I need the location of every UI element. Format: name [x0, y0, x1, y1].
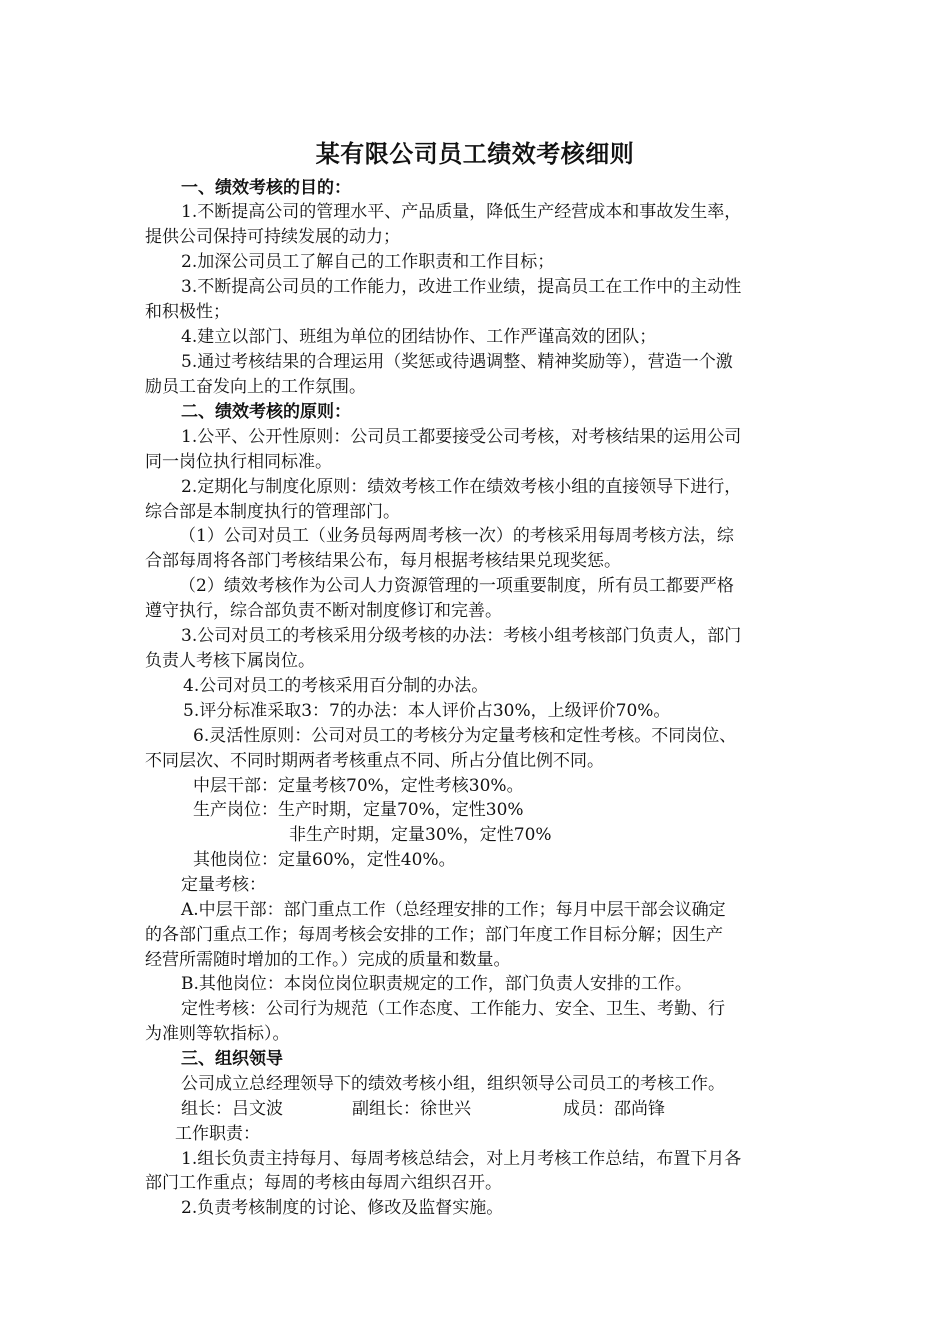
- paragraph-line: 4.公司对员工的考核采用百分制的办法。: [183, 676, 489, 696]
- paragraph-line: 综合部是本制度执行的管理部门。: [145, 502, 400, 522]
- paragraph-line: 为准则等软指标）。: [145, 1024, 290, 1044]
- paragraph-line: 1.不断提高公司的管理水平、产品质量，降低生产经营成本和事故发生率，: [181, 202, 742, 222]
- ratio-line-non-production: 非生产时期，定量30%，定性70%: [289, 825, 552, 845]
- paragraph-line: 2.加深公司员工了解自己的工作职责和工作目标；: [181, 252, 555, 272]
- paragraph-line: 部门工作重点；每周的考核由每周六组织召开。: [145, 1173, 502, 1193]
- team-member: 成员：邵尚锋: [563, 1099, 665, 1119]
- paragraph-line: B.其他岗位：本岗位岗位职责规定的工作，部门负责人安排的工作。: [181, 974, 692, 994]
- paragraph-line: （2）绩效考核作为公司人力资源管理的一项重要制度，所有员工都要严格: [179, 576, 734, 596]
- section-heading-principles: 二、绩效考核的原则：: [181, 402, 351, 422]
- document-title: 某有限公司员工绩效考核细则: [315, 140, 635, 168]
- paragraph-line: 2.负责考核制度的讨论、修改及监督实施。: [181, 1198, 504, 1218]
- paragraph-line: 经营所需随时增加的工作。）完成的质量和数量。: [145, 950, 511, 970]
- team-deputy-leader: 副组长：徐世兴: [352, 1099, 471, 1119]
- paragraph-line: 提供公司保持可持续发展的动力；: [145, 227, 400, 247]
- ratio-line-production: 生产岗位：生产时期，定量70%，定性30%: [193, 800, 524, 820]
- paragraph-line: 5.评分标准采取3：7的办法：本人评价占30%，上级评价70%。: [183, 701, 671, 721]
- paragraph-line: 6.灵活性原则：公司对员工的考核分为定量考核和定性考核。不同岗位、: [193, 726, 737, 746]
- paragraph-line: 2.定期化与制度化原则：绩效考核工作在绩效考核小组的直接领导下进行，: [181, 477, 742, 497]
- paragraph-line: 4.建立以部门、班组为单位的团结协作、工作严谨高效的团队；: [181, 327, 657, 347]
- paragraph-line: 3.不断提高公司员的工作能力，改进工作业绩，提高员工在工作中的主动性: [181, 277, 742, 297]
- paragraph-line: 定量考核：: [181, 875, 266, 895]
- ratio-line-other-posts: 其他岗位：定量60%，定性40%。: [193, 850, 456, 870]
- ratio-line-middle-managers: 中层干部：定量考核70%，定性考核30%。: [193, 776, 524, 796]
- paragraph-line: 定性考核：公司行为规范（工作态度、工作能力、安全、卫生、考勤、行: [181, 999, 725, 1019]
- paragraph-line: 5.通过考核结果的合理运用（奖惩或待遇调整、精神奖励等），营造一个激: [181, 352, 733, 372]
- paragraph-line: 遵守执行，综合部负责不断对制度修订和完善。: [145, 601, 502, 621]
- paragraph-line: 工作职责：: [175, 1124, 260, 1144]
- paragraph-line: 励员工奋发向上的工作氛围。: [145, 377, 366, 397]
- section-heading-organization: 三、组织领导: [181, 1049, 283, 1069]
- team-leader: 组长：吕文波: [181, 1099, 283, 1119]
- paragraph-line: 的各部门重点工作；每周考核会安排的工作；部门年度工作目标分解；因生产: [145, 925, 723, 945]
- paragraph-line: 3.公司对员工的考核采用分级考核的办法：考核小组考核部门负责人，部门: [181, 626, 742, 646]
- paragraph-line: A.中层干部：部门重点工作（总经理安排的工作；每月中层干部会议确定: [181, 900, 726, 920]
- paragraph-line: 合部每周将各部门考核结果公布，每月根据考核结果兑现奖惩。: [145, 551, 621, 571]
- paragraph-line: 1.组长负责主持每月、每周考核总结会，对上月考核工作总结，布置下月各: [181, 1149, 742, 1169]
- paragraph-line: 负责人考核下属岗位。: [145, 651, 315, 671]
- section-heading-purpose: 一、绩效考核的目的：: [181, 178, 351, 198]
- paragraph-line: 1.公平、公开性原则：公司员工都要接受公司考核，对考核结果的运用公司: [181, 427, 742, 447]
- paragraph-line: 不同层次、不同时期两者考核重点不同、所占分值比例不同。: [145, 751, 604, 771]
- paragraph-line: （1）公司对员工（业务员每两周考核一次）的考核采用每周考核方法，综: [179, 526, 734, 546]
- paragraph-line: 和积极性；: [145, 302, 230, 322]
- paragraph-line: 同一岗位执行相同标准。: [145, 452, 332, 472]
- paragraph-line: 公司成立总经理领导下的绩效考核小组，组织领导公司员工的考核工作。: [181, 1074, 725, 1094]
